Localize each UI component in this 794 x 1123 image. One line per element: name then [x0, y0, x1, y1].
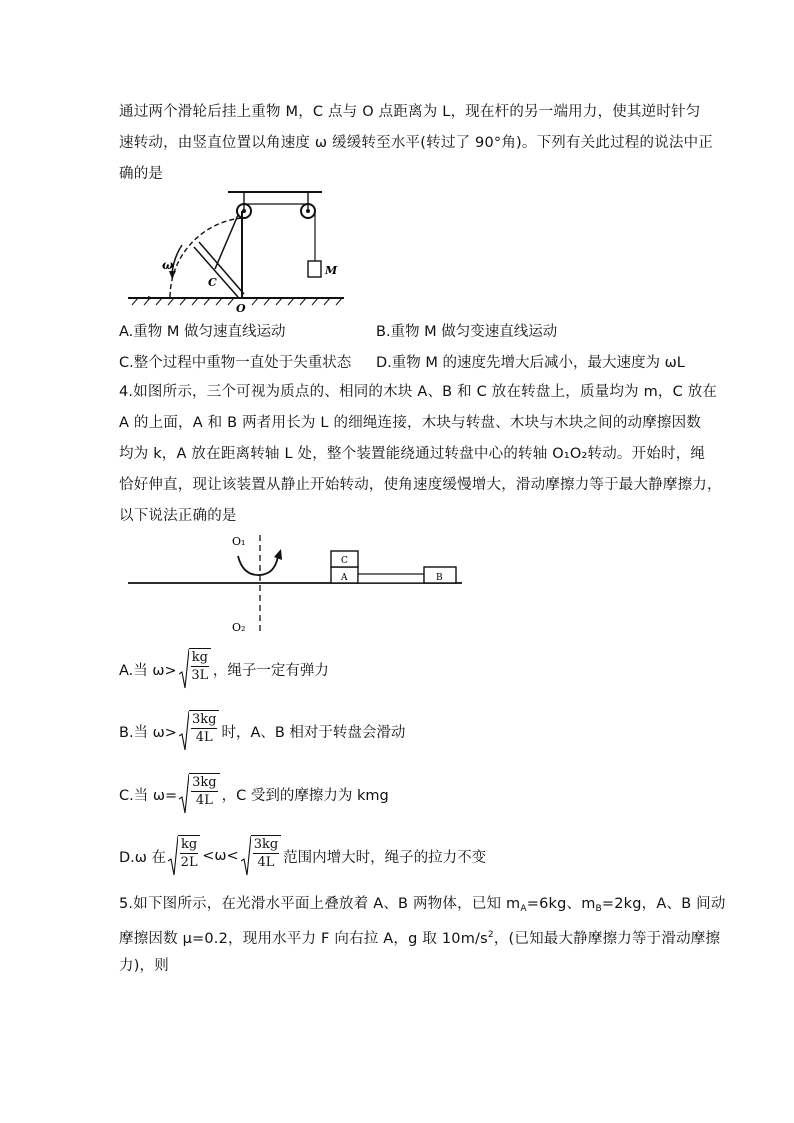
- q4-option-a: [119, 647, 329, 691]
- q4-label-c: C: [341, 556, 348, 566]
- q4-option-b: [119, 709, 405, 753]
- q3-stem: [119, 97, 713, 190]
- q4-option-b-sqrt: [179, 710, 219, 752]
- q3-stem-line-1: 通过两个滑轮后挂上重物 M，C 点与 O 点距离为 L，现在杆的另一端用力，使其逆时针匀: [119, 104, 701, 120]
- q5-stem: [119, 889, 726, 982]
- q4-option-a-suffix: ，绳子一定有弹力: [212, 662, 329, 679]
- q4-option-b-denominator: 4L: [195, 730, 213, 745]
- q3-stem-line-2: 速转动，由竖直位置以角速度 ω 缓缓转至水平(转过了 90°角)。下列有关此过程的说法中正: [119, 135, 713, 151]
- q3-label-omega: ω: [162, 258, 174, 272]
- q4-label-o2: O₂: [232, 621, 246, 634]
- q4-option-d-denominator-2: 4L: [257, 855, 275, 870]
- q5-line1-part1: 5.如下图所示，在光滑水平面上叠放着 A、B 两物体，已知 m: [119, 896, 521, 912]
- q4-option-d-numerator-2: 3kg: [253, 837, 279, 852]
- q4-stem-line-2: A 的上面，A 和 B 两者用长为 L 的细绳连接，木块与转盘、木块与木块之间的动摩擦因数: [119, 415, 702, 431]
- q4-stem-line-5: 以下说法正确的是: [119, 508, 237, 524]
- q3-stem-line-3: 确的是: [119, 166, 164, 182]
- q5-stem-line-1: [119, 889, 726, 920]
- q5-stem-line-3: 力)，则: [119, 958, 169, 974]
- q4-option-d-sqrt-lower: [168, 835, 200, 877]
- q4-option-d: [119, 834, 486, 878]
- q5-stem-line-2: [119, 920, 721, 951]
- q5-line1-part3: =2kg，A、B 间动: [601, 896, 726, 912]
- q5-line1-part2: =6kg、m: [526, 896, 596, 912]
- q4-option-b-numerator: 3kg: [191, 712, 217, 727]
- q3-pulley-figure: [120, 185, 350, 315]
- q5-superscript: 2: [487, 930, 494, 940]
- q4-option-a-numerator: kg: [191, 650, 208, 665]
- q4-option-d-denominator-1: 2L: [180, 855, 198, 870]
- q5-subscript-a: A: [520, 904, 527, 914]
- q4-option-d-sqrt-upper: [241, 835, 281, 877]
- q4-option-d-numerator-1: kg: [181, 837, 198, 852]
- q4-stem: [119, 377, 722, 532]
- q4-option-d-suffix: 范围内增大时，绳子的拉力不变: [283, 849, 487, 866]
- q4-option-b-prefix: B.当 ω>: [119, 724, 177, 741]
- q3-option-c: C.整个过程中重物一直处于失重状态: [119, 355, 352, 371]
- q4-option-b-suffix: 时，A、B 相对于转盘会滑动: [221, 724, 406, 741]
- q3-label-m: M: [325, 264, 338, 277]
- q4-option-c-sqrt: [179, 773, 219, 815]
- q4-label-o1: O₁: [232, 535, 246, 548]
- q4-option-c: [119, 772, 389, 816]
- q4-option-c-denominator: 4L: [195, 793, 213, 808]
- q3-option-d: D.重物 M 的速度先增大后减小，最大速度为 ωL: [376, 355, 685, 371]
- q4-option-d-middle: <ω<: [202, 848, 239, 864]
- q5-line2-part1: 摩擦因数 μ=0.2，现用水平力 F 向右拉 A，g 取 10m/s: [119, 931, 488, 947]
- q4-label-b: B: [436, 573, 443, 583]
- q4-option-c-prefix: C.当 ω=: [119, 787, 178, 804]
- q4-stem-line-3: 均为 k，A 放在距离转轴 L 处，整个装置能绕通过转盘中心的转轴 O₁O₂转动。开始时，绳: [119, 446, 706, 462]
- q4-turntable-figure: [125, 530, 465, 635]
- q4-stem-line-1: 4.如图所示，三个可视为质点的、相同的木块 A、B 和 C 放在转盘上，质量均为 m，C 放在: [119, 384, 718, 400]
- q3-label-c: C: [208, 276, 217, 289]
- q4-option-a-sqrt: [179, 648, 211, 690]
- q4-label-a: A: [341, 573, 348, 583]
- q4-stem-line-4: 恰好伸直，现让该装置从静止开始转动，使角速度缓慢增大，滑动摩擦力等于最大静摩擦力，: [119, 477, 722, 493]
- q4-option-c-suffix: ，C 受到的摩擦力为 kmg: [221, 787, 389, 804]
- q4-option-c-numerator: 3kg: [192, 775, 217, 790]
- q4-option-d-prefix: D.ω 在: [119, 849, 167, 866]
- q5-line2-part2: ，(已知最大静摩擦力等于滑动摩擦: [493, 931, 721, 947]
- q5-subscript-b: B: [595, 904, 602, 914]
- q4-option-a-prefix: A.当 ω>: [119, 662, 177, 679]
- q3-option-a: A.重物 M 做匀速直线运动: [119, 324, 286, 340]
- q3-label-o: O: [236, 302, 246, 315]
- q3-option-b: B.重物 M 做匀变速直线运动: [376, 324, 558, 340]
- q4-option-a-denominator: 3L: [191, 668, 209, 683]
